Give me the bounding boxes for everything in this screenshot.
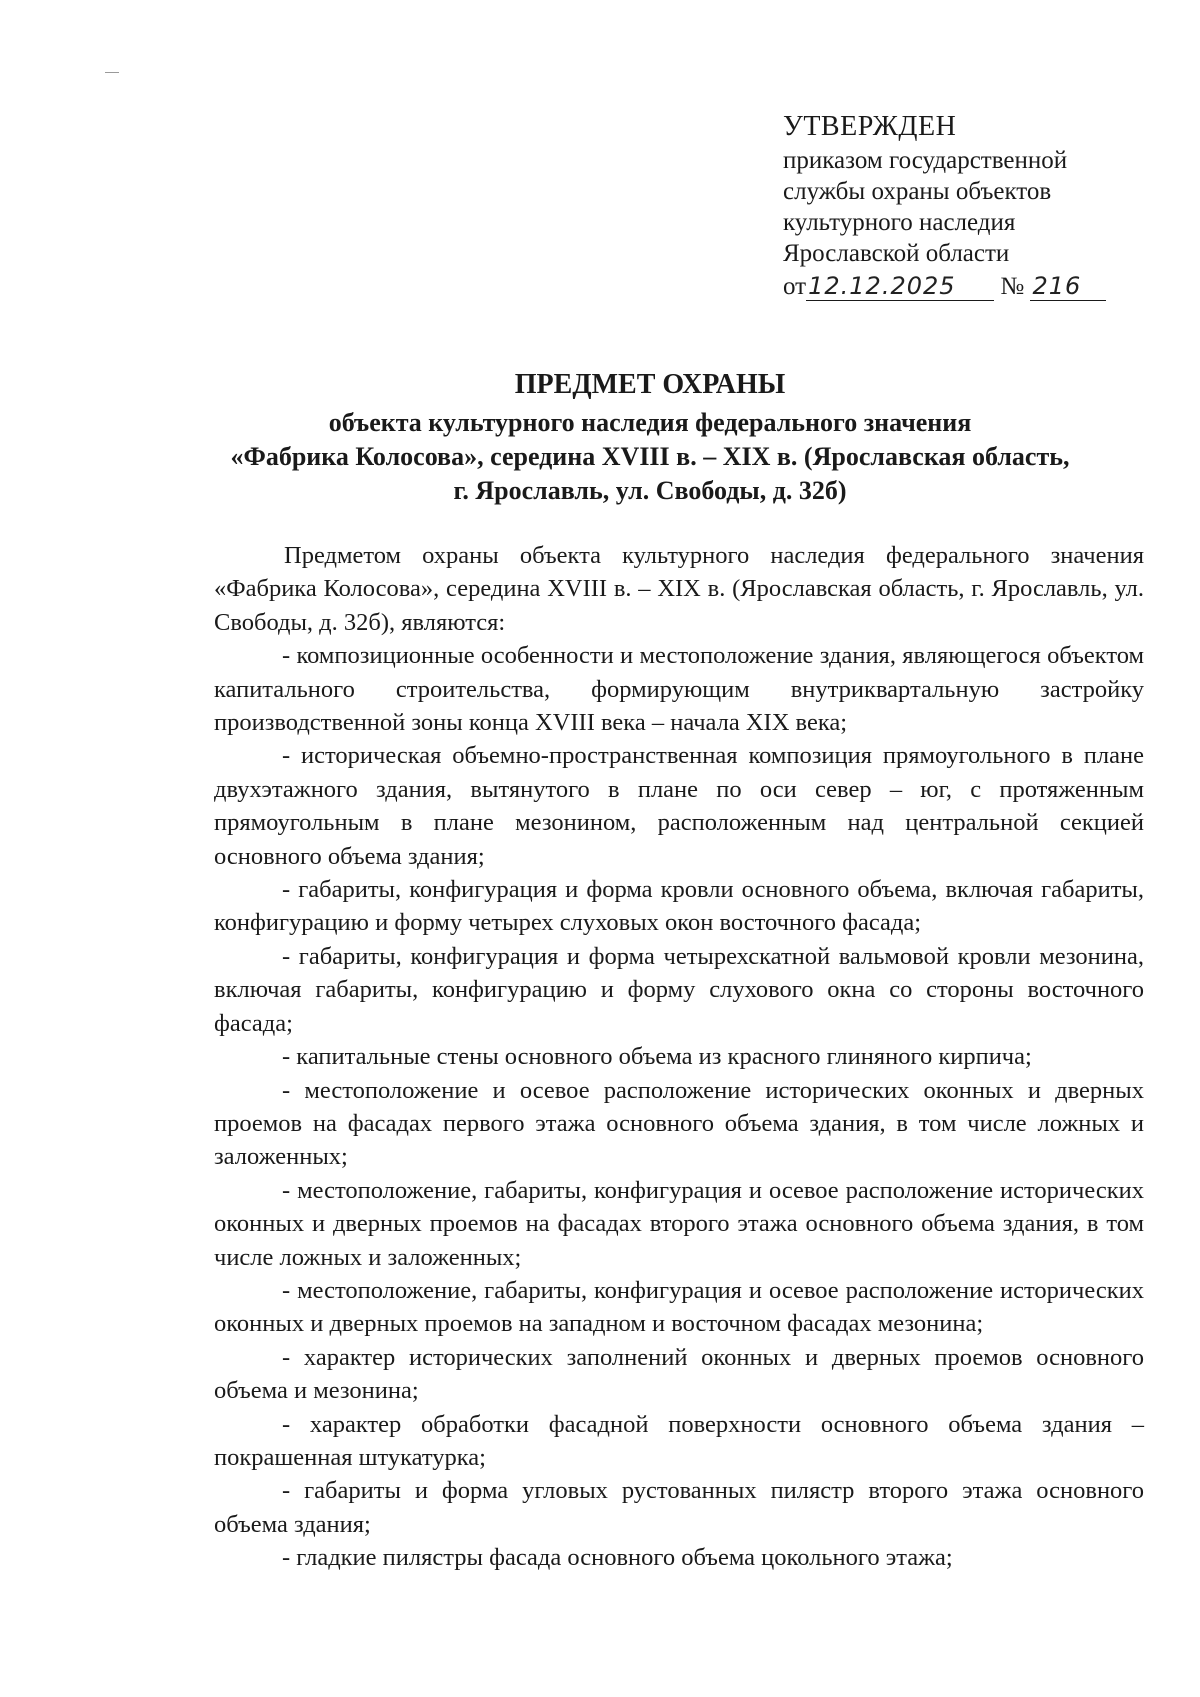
scan-artifact (105, 72, 119, 73)
order-date-number (783, 271, 1143, 302)
approval-line: Ярославской области (783, 240, 1010, 267)
title-main: ПРЕДМЕТ ОХРАНЫ (514, 369, 786, 400)
document-body (214, 539, 1144, 1575)
list-item: - габариты, конфигурация и форма четырехскатной вальмовой кровли мезонина, включая габариты, конфигурацию и форму слухового окна со стороны восточного фасада; (214, 942, 1144, 1037)
list-item: - характер исторических заполнений оконных и дверных проемов основного объема и мезонина; (214, 1343, 1144, 1405)
list-item: - капитальные стены основного объема из красного глиняного кирпича; (282, 1043, 1032, 1071)
list-item: - местоположение, габариты, конфигурация и осевое расположение исторических оконных и дверных проемов на западном и восточном фасадах мезонина; (214, 1276, 1144, 1338)
document-title (150, 368, 1150, 508)
number-prefix: № (1000, 273, 1025, 300)
handwritten-date: 12.12.2025 (806, 273, 994, 301)
list-item: - композиционные особенности и местоположение здания, являющегося объектом капитального строительства, формирующим внутриквартальную застройку производственной зоны конца XVIII века – начала XIX века; (214, 642, 1144, 737)
list-item: - габариты, конфигурация и форма кровли основного объема, включая габариты, конфигурацию и форму четырех слуховых окон восточного фасада; (214, 876, 1144, 937)
approval-line: культурного наследия (783, 209, 1016, 236)
approval-line: службы охраны объектов (783, 178, 1052, 205)
list-item: - историческая объемно-пространственная композиция прямоугольного в плане двухэтажного здания, вытянутого в плане по оси север – юг, с протяженным прямоугольным в плане мезонином, расположенным над центральной секцией основного объема здания; (214, 742, 1144, 870)
approval-line: приказом государственной (783, 147, 1068, 174)
title-line: г. Ярославль, ул. Свободы, д. 32б) (453, 476, 847, 505)
handwritten-number: 216 (1030, 273, 1106, 301)
list-item: - габариты и форма угловых рустованных пилястр второго этажа основного объема здания; (214, 1477, 1144, 1538)
list-item: - гладкие пилястры фасада основного объема цокольного этажа; (282, 1544, 953, 1572)
intro-paragraph: Предметом охраны объекта культурного наследия федерального значения «Фабрика Колосова», середина XVIII в. – XIX в. (Ярославская область, г. Ярославль, ул. Свободы, д. 32б), являются: (214, 542, 1144, 636)
title-line: объекта культурного наследия федерального значения (328, 408, 972, 437)
list-item: - местоположение, габариты, конфигурация и осевое расположение исторических оконных и дверных проемов на фасадах второго этажа основного объема здания, в том числе ложных и заложенных; (214, 1176, 1144, 1271)
list-item: - местоположение и осевое расположение исторических оконных и дверных проемов на фасадах первого этажа основного объема здания, в том числе ложных и заложенных; (214, 1076, 1144, 1171)
title-line: «Фабрика Колосова», середина XVIII в. – XIX в. (Ярославская область, (230, 442, 1070, 471)
approval-block (783, 111, 1143, 302)
list-item: - характер обработки фасадной поверхности основного объема здания – покрашенная штукатурка; (214, 1410, 1144, 1471)
date-prefix: от (783, 273, 807, 300)
approval-stamp: УТВЕРЖДЕН (783, 111, 957, 142)
